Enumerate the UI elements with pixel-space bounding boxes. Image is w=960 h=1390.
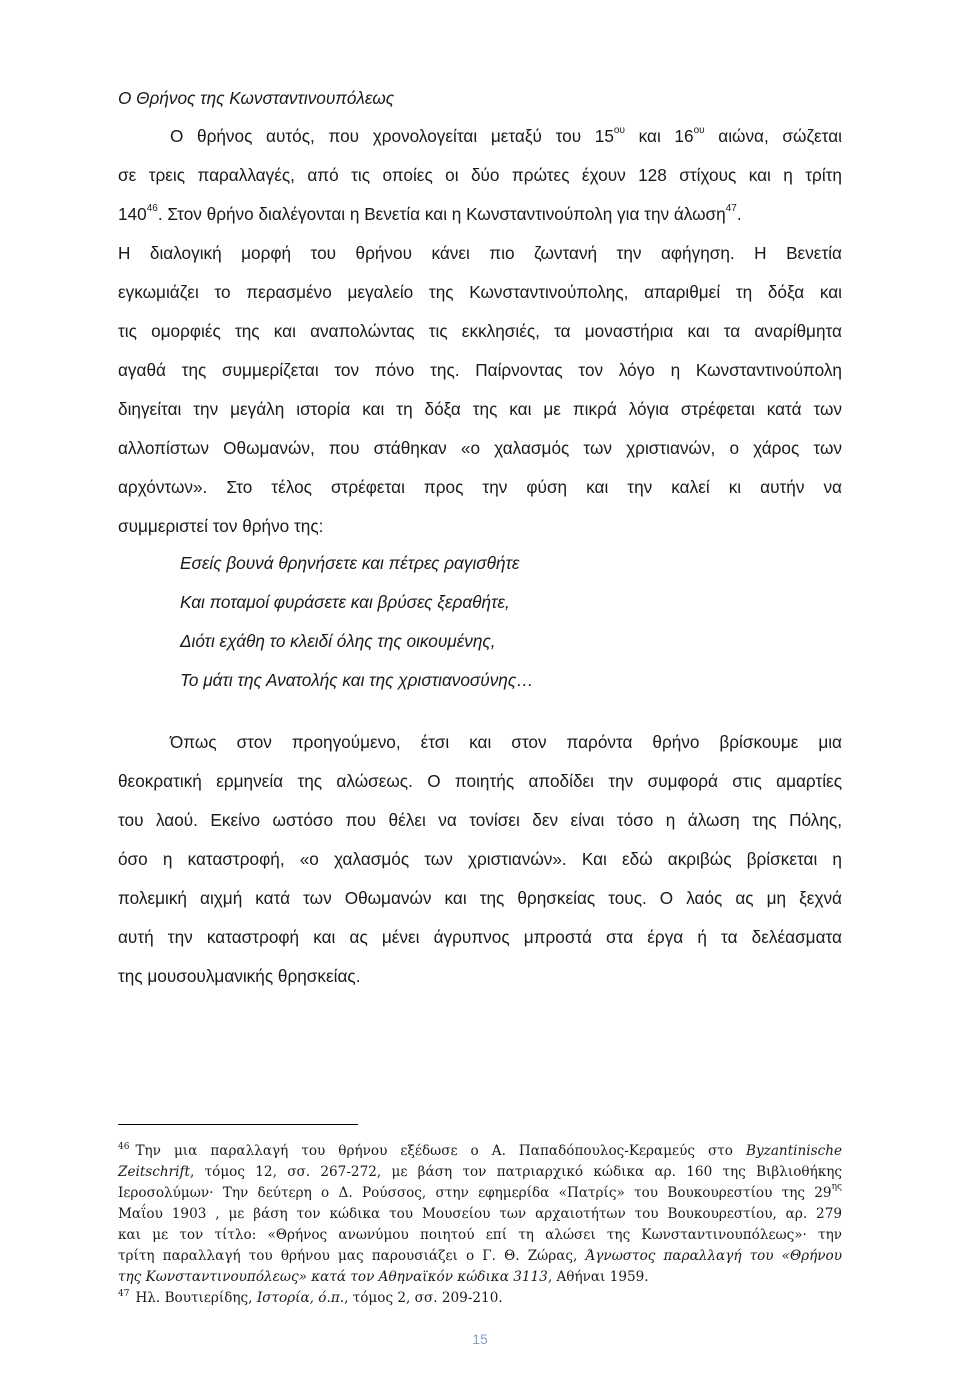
poem-verse: Το μάτι της Ανατολής και της χριστιανοσύνης… bbox=[180, 670, 534, 690]
paragraph-line: πολεμική αιχμή κατά των Οθωμανών και της θρησκείας τους. Ο λαός ας μη ξεχνά bbox=[118, 888, 842, 908]
footnote-marker: 47 bbox=[118, 1289, 130, 1300]
footnote-line: Μαΐου 1903 , με βάση τον κώδικα του Μουσείου των αρχαιοτήτων του Βουκουρεστίου, αρ. 279 bbox=[118, 1206, 842, 1222]
footnote-47: $^{47}$ Ηλ. Βουτιερίδης, Ιστορία, ό.π., τόμος 2, σσ. 209-210. bbox=[118, 1289, 503, 1306]
paragraph-line: αρχόντων». Στο τέλος στρέφεται προς την φύση και την καλεί κι αυτήν να bbox=[118, 477, 842, 497]
paragraph-line: Ο θρήνος αυτός, που χρονολογείται μεταξύ του $15^{o\upsilon}$ και $16^{o\upsilon}$ αιώνα, σώζεται bbox=[170, 125, 842, 146]
footnote-line: Zeitschrift, τόμος 12, σσ. 267-272, με βάση τον πατριαρχικό κώδικα αρ. 160 της Βιβλιοθήκης bbox=[118, 1164, 842, 1180]
paragraph-line: αυτή την καταστροφή και ας μένει άγρυπνος μπροστά στα έργα ή τα δελέασματα bbox=[118, 927, 842, 947]
paragraph-line: αγαθά της συμμερίζεται τον πόνο της. Παίρνοντας τον λόγο η Κωνσταντινούπολη bbox=[118, 360, 842, 380]
footnote-line: της Κωνσταντινουπόλεως» κατά τον Αθηναϊκόν κώδικα 3113, Αθήναι 1959. bbox=[118, 1269, 649, 1285]
superscript: ης bbox=[831, 1182, 842, 1193]
footnote-line: τρίτη παραλλαγή του θρήνου μας παρουσιάζει ο Γ. Θ. Ζώρας, Άγνωστος παραλλαγή του «Θρήνου bbox=[118, 1248, 842, 1264]
paragraph-line: σε τρεις παραλλαγές, από τις οποίες οι δύο πρώτες έχουν 128 στίχους και η τρίτη bbox=[118, 165, 842, 185]
footnote-marker: 46 bbox=[118, 1142, 130, 1153]
paragraph-line: διηγείται την μεγάλη ιστορία και τη δόξα της και με πικρά λόγια στρέφεται κατά των bbox=[118, 399, 842, 419]
paragraph-line: της μουσουλμανικής θρησκείας. bbox=[118, 966, 361, 986]
footnote-line: Ιεροσολύμων· Την δεύτερη ο Δ. Ρούσσος, στην εφημερίδα «Πατρίς» του Βουκουρεστίου της $29^{\eta\varsigma}$ bbox=[118, 1182, 842, 1201]
poem-verse: Και ποταμοί φυράσετε και βρύσες ξεραθήτε, bbox=[180, 592, 510, 612]
paragraph-line: θεοκρατική ερμηνεία της αλώσεως. Ο ποιητής αποδίδει την συμφορά στις αμαρτίες bbox=[118, 771, 842, 791]
paragraph-line: συμμεριστεί τον θρήνο της: bbox=[118, 516, 324, 536]
footnote-46: $^{46}$ Την μια παραλλαγή του θρήνου εξέδωσε ο Α. Παπαδόπουλος-Κεραμεύς στο Byzantinische bbox=[118, 1142, 842, 1159]
superscript: ου bbox=[693, 125, 705, 137]
footnote-separator bbox=[118, 1124, 358, 1125]
footnote-ref-46[interactable]: 46 bbox=[146, 203, 158, 215]
section-heading: Ο Θρήνος της Κωνσταντινουπόλεως bbox=[118, 88, 395, 108]
page-number: 15 bbox=[472, 1331, 488, 1347]
paragraph-line: όσο η καταστροφή, «ο χαλασμός των χριστιανών». Και εδώ ακριβώς βρίσκεται η bbox=[118, 849, 842, 869]
paragraph-line: αλλοπίστων Οθωμανών, που στάθηκαν «ο χαλασμός των χριστιανών, ο χάρος των bbox=[118, 438, 842, 458]
poem-verse: Εσείς βουνά θρηνήσετε και πέτρες ραγισθήτε bbox=[180, 553, 520, 573]
paragraph-line: Όπως στον προηγούμενο, έτσι και στον παρόντα θρήνο βρίσκουμε μια bbox=[170, 732, 842, 752]
poem-verse: Διότι εχάθη το κλειδί όλης της οικουμένης, bbox=[180, 631, 496, 651]
paragraph-line: $140^{46}$. Στον θρήνο διαλέγονται η Βενετία και η Κωνσταντινούπολη για την άλωση$^{47}$. bbox=[118, 203, 742, 224]
paragraph-line: του λαού. Εκείνο ωστόσο που θέλει να τονίσει δεν είναι τόσο η άλωση της Πόλης, bbox=[118, 810, 842, 830]
footnote-line: και με τον τίτλο: «Θρήνος ανωνύμου ποιητού επί τη αλώσει της Κωνσταντινουπόλεως»· την bbox=[118, 1227, 842, 1243]
paragraph-line: εγκωμιάζει το περασμένο μεγαλείο της Κωνσταντινούπολης, απαριθμεί τη δόξα και bbox=[118, 282, 842, 302]
superscript: ου bbox=[613, 125, 625, 137]
footnote-ref-47[interactable]: 47 bbox=[725, 203, 737, 215]
paragraph-line: τις ομορφιές της και αναπολώντας τις εκκλησιές, τα μοναστήρια και τα αναρίθμητα bbox=[118, 321, 842, 341]
paragraph-line: Η διαλογική μορφή του θρήνου κάνει πιο ζωντανή την αφήγηση. Η Βενετία bbox=[118, 243, 842, 263]
